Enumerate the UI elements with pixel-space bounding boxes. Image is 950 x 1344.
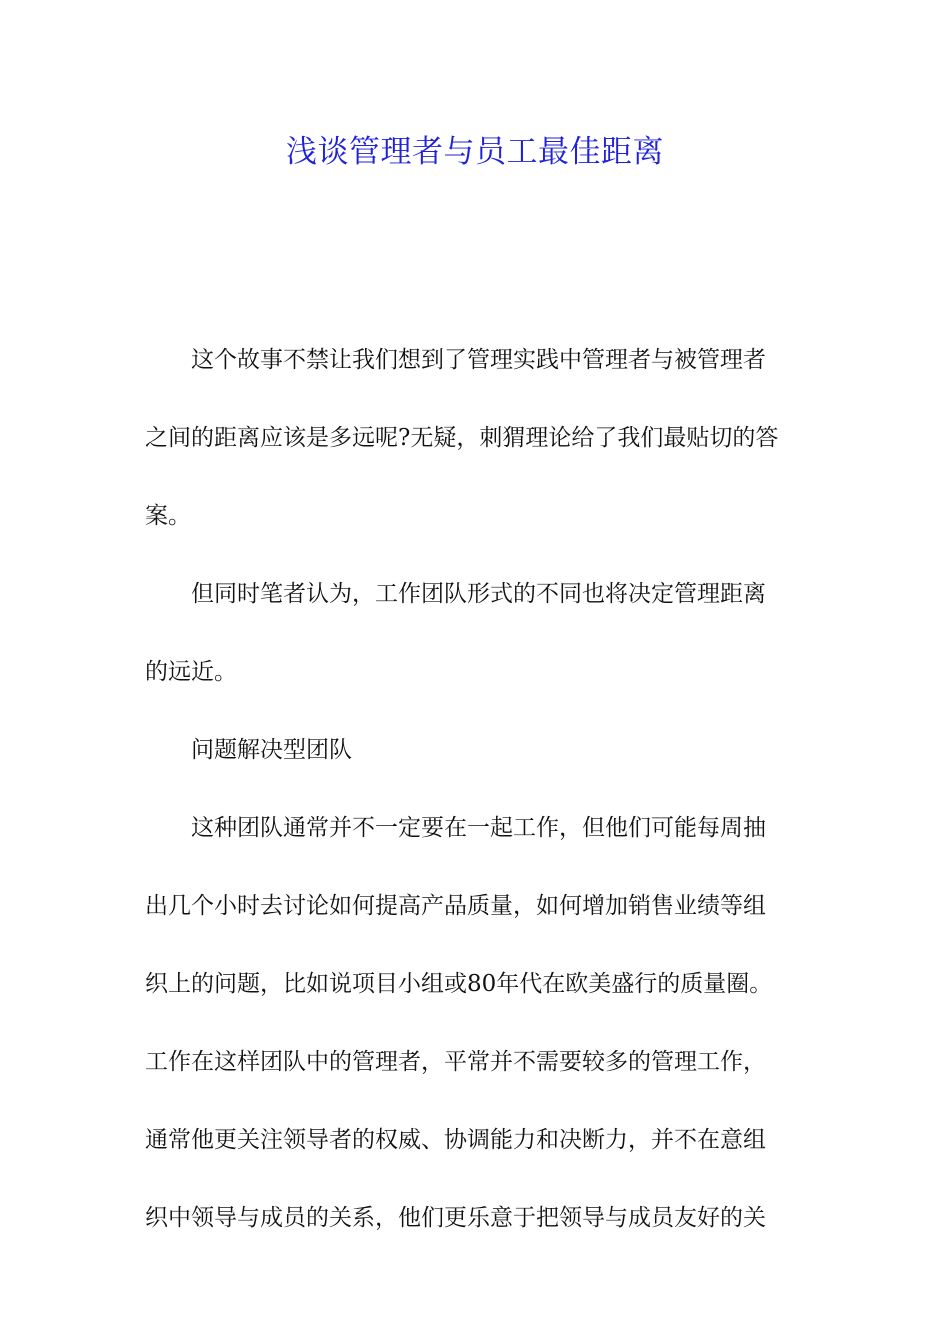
paragraph-line: 这种团队通常并不一定要在一起工作，但他们可能每周抽 [191,815,766,841]
section-heading [145,711,810,789]
paragraph-1 [145,321,810,555]
paragraph-3 [145,789,810,1257]
paragraph-line: 这个故事不禁让我们想到了管理实践中管理者与被管理者 [191,347,766,373]
section-heading-text: 问题解决型团队 [191,737,352,763]
document-body [145,321,810,1257]
paragraph-line: 工作在这样团队中的管理者，平常并不需要较多的管理工作， [145,1049,766,1075]
paragraph-line: 案。 [145,503,191,529]
document-title: 浅谈管理者与员工最佳距离 [286,134,664,170]
paragraph-line: 但同时笔者认为，工作团队形式的不同也将决定管理距离 [191,581,766,607]
paragraph-line: 通常他更关注领导者的权威、协调能力和决断力，并不在意组 [145,1127,766,1153]
paragraph-2 [145,555,810,711]
paragraph-line: 出几个小时去讨论如何提高产品质量，如何增加销售业绩等组 [145,893,766,919]
paragraph-line: 的远近。 [145,659,237,685]
paragraph-line: 织上的问题，比如说项目小组或80年代在欧美盛行的质量圈。 [145,971,773,997]
paragraph-line: 织中领导与成员的关系，他们更乐意于把领导与成员友好的关 [145,1205,766,1231]
paragraph-line: 之间的距离应该是多远呢?无疑，刺猬理论给了我们最贴切的答 [145,425,779,451]
